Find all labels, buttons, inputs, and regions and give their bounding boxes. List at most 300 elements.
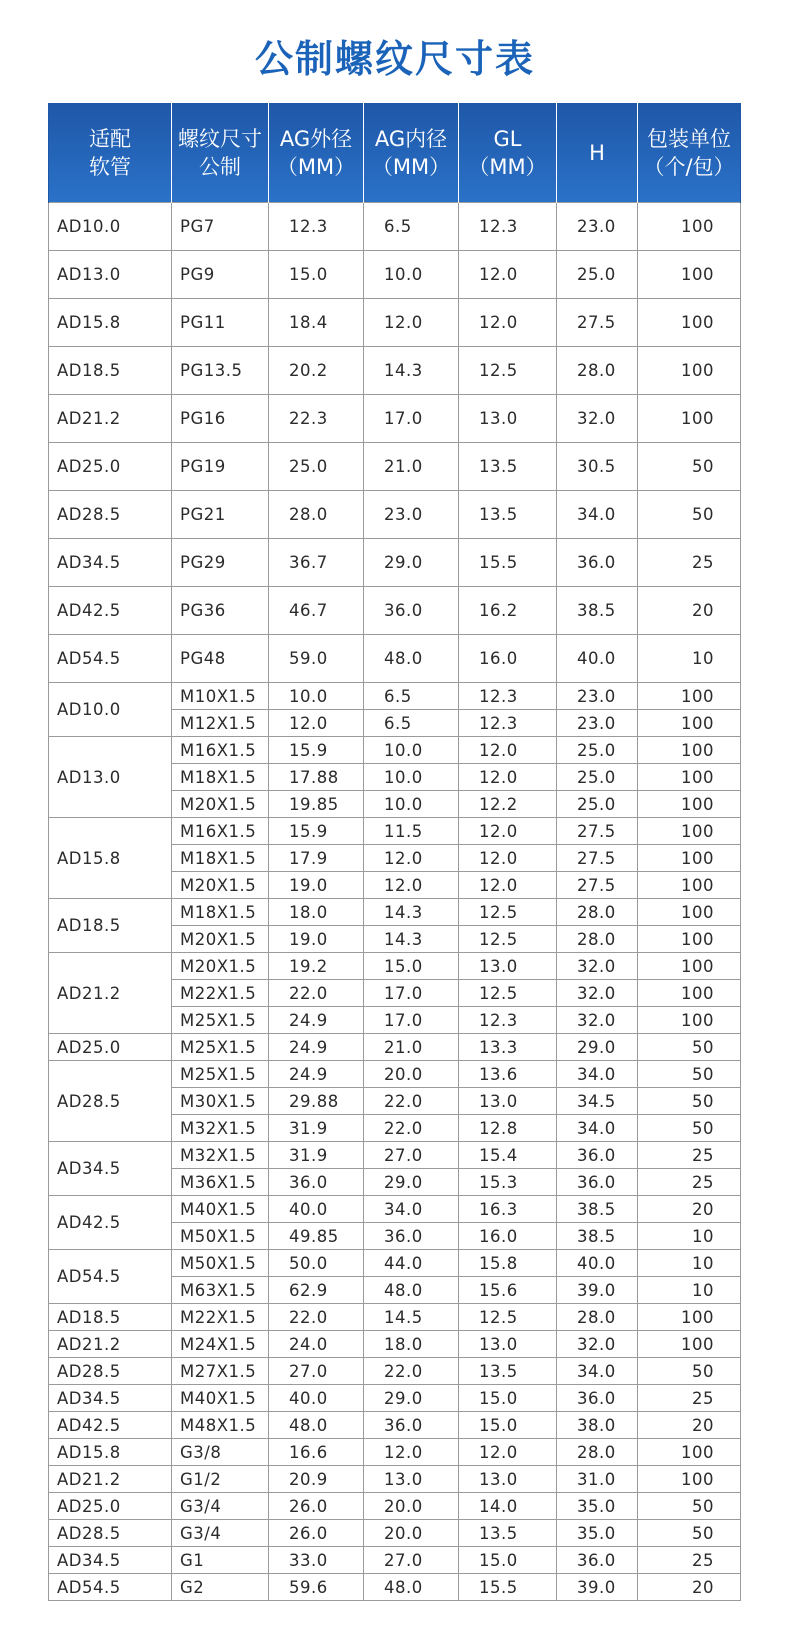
ag-inner-cell: 13.0 [364,1466,459,1493]
gl-cell: 13.6 [459,1061,557,1088]
ag-inner-cell: 17.0 [364,980,459,1007]
ag-inner-cell: 17.0 [364,1007,459,1034]
package-unit-cell: 100 [638,1304,741,1331]
thread-size-cell: M20X1.5 [172,791,269,818]
ag-inner-cell: 6.5 [364,203,459,251]
ag-outer-cell: 20.9 [269,1466,364,1493]
thread-size-cell: M18X1.5 [172,899,269,926]
h-cell: 32.0 [557,1331,638,1358]
ag-outer-cell: 19.85 [269,791,364,818]
header-row [49,103,741,203]
gl-cell: 16.2 [459,587,557,635]
table-row [49,899,741,926]
table-row [49,1574,741,1601]
ag-inner-cell: 21.0 [364,443,459,491]
h-cell: 35.0 [557,1493,638,1520]
ag-outer-cell: 31.9 [269,1115,364,1142]
package-unit-cell: 25 [638,1142,741,1169]
package-unit-cell: 20 [638,587,741,635]
gl-cell: 13.5 [459,1520,557,1547]
thread-size-cell: G3/4 [172,1493,269,1520]
h-cell: 28.0 [557,1304,638,1331]
package-unit-cell: 50 [638,1358,741,1385]
hose-cell: AD21.2 [49,395,172,443]
ag-outer-cell: 27.0 [269,1358,364,1385]
ag-outer-cell: 18.0 [269,899,364,926]
thread-size-cell: M30X1.5 [172,1088,269,1115]
header-label-line: 适配 [89,126,131,151]
package-unit-cell: 25 [638,539,741,587]
ag-outer-cell: 18.4 [269,299,364,347]
thread-size-cell: G3/4 [172,1520,269,1547]
h-cell: 34.0 [557,1358,638,1385]
h-cell: 32.0 [557,980,638,1007]
gl-cell: 15.0 [459,1412,557,1439]
h-cell: 28.0 [557,347,638,395]
thread-size-cell: G3/8 [172,1439,269,1466]
package-unit-cell: 100 [638,251,741,299]
hose-cell: AD54.5 [49,635,172,683]
gl-cell: 12.3 [459,203,557,251]
h-cell: 25.0 [557,737,638,764]
gl-cell: 12.5 [459,980,557,1007]
ag-inner-cell: 29.0 [364,1385,459,1412]
package-unit-cell: 25 [638,1547,741,1574]
table-header [49,103,741,203]
header-hose [49,103,172,203]
gl-cell: 12.5 [459,899,557,926]
gl-cell: 16.3 [459,1196,557,1223]
table-row [49,443,741,491]
package-unit-cell: 50 [638,1061,741,1088]
h-cell: 25.0 [557,764,638,791]
ag-inner-cell: 10.0 [364,251,459,299]
ag-outer-cell: 59.6 [269,1574,364,1601]
ag-inner-cell: 18.0 [364,1331,459,1358]
thread-size-cell: PG13.5 [172,347,269,395]
package-unit-cell: 100 [638,926,741,953]
hose-cell: AD28.5 [49,1520,172,1547]
package-unit-cell: 20 [638,1412,741,1439]
ag-inner-cell: 34.0 [364,1196,459,1223]
ag-outer-cell: 22.0 [269,980,364,1007]
hose-cell: AD34.5 [49,1142,172,1196]
package-unit-cell: 10 [638,1250,741,1277]
gl-cell: 13.5 [459,491,557,539]
package-unit-cell: 10 [638,635,741,683]
h-cell: 32.0 [557,1007,638,1034]
ag-inner-cell: 20.0 [364,1061,459,1088]
hose-cell: AD10.0 [49,683,172,737]
ag-outer-cell: 26.0 [269,1520,364,1547]
gl-cell: 12.5 [459,1304,557,1331]
ag-inner-cell: 22.0 [364,1358,459,1385]
gl-cell: 12.3 [459,710,557,737]
header-label-line: AG内径 [374,126,448,151]
gl-cell: 13.5 [459,1358,557,1385]
gl-cell: 13.0 [459,953,557,980]
h-cell: 38.5 [557,1196,638,1223]
ag-inner-cell: 22.0 [364,1115,459,1142]
thread-size-cell: M27X1.5 [172,1358,269,1385]
ag-inner-cell: 22.0 [364,1088,459,1115]
table-row [49,1412,741,1439]
hose-cell: AD18.5 [49,1304,172,1331]
h-cell: 39.0 [557,1574,638,1601]
h-cell: 30.5 [557,443,638,491]
table-row [49,1520,741,1547]
h-cell: 38.5 [557,1223,638,1250]
package-unit-cell: 25 [638,1169,741,1196]
thread-size-cell: PG36 [172,587,269,635]
package-unit-cell: 25 [638,1385,741,1412]
thread-size-cell: G1/2 [172,1466,269,1493]
h-cell: 38.0 [557,1412,638,1439]
ag-inner-cell: 12.0 [364,845,459,872]
hose-cell: AD54.5 [49,1250,172,1304]
gl-cell: 13.0 [459,1466,557,1493]
ag-outer-cell: 20.2 [269,347,364,395]
ag-outer-cell: 15.9 [269,737,364,764]
h-cell: 36.0 [557,1169,638,1196]
h-cell: 34.5 [557,1088,638,1115]
header-h [557,103,638,203]
package-unit-cell: 100 [638,872,741,899]
table-row [49,737,741,764]
ag-outer-cell: 49.85 [269,1223,364,1250]
header-ag-inner [364,103,459,203]
table-body [49,203,741,1601]
table-row [49,953,741,980]
ag-inner-cell: 12.0 [364,1439,459,1466]
table-row [49,203,741,251]
table-row [49,818,741,845]
h-cell: 34.0 [557,1061,638,1088]
thread-size-cell: PG9 [172,251,269,299]
thread-size-cell: M16X1.5 [172,737,269,764]
ag-outer-cell: 26.0 [269,1493,364,1520]
thread-size-cell: M12X1.5 [172,710,269,737]
hose-cell: AD34.5 [49,539,172,587]
table-row [49,1547,741,1574]
hose-cell: AD42.5 [49,1196,172,1250]
gl-cell: 12.5 [459,347,557,395]
ag-inner-cell: 48.0 [364,635,459,683]
thread-size-cell: M32X1.5 [172,1142,269,1169]
thread-size-cell: G1 [172,1547,269,1574]
thread-size-cell: M50X1.5 [172,1223,269,1250]
gl-cell: 15.4 [459,1142,557,1169]
gl-cell: 13.0 [459,395,557,443]
table-row [49,1034,741,1061]
ag-inner-cell: 23.0 [364,491,459,539]
ag-outer-cell: 31.9 [269,1142,364,1169]
ag-inner-cell: 17.0 [364,395,459,443]
h-cell: 29.0 [557,1034,638,1061]
gl-cell: 15.3 [459,1169,557,1196]
table-row [49,1439,741,1466]
table-row [49,1250,741,1277]
package-unit-cell: 100 [638,737,741,764]
h-cell: 34.0 [557,491,638,539]
hose-cell: AD15.8 [49,1439,172,1466]
table-row [49,491,741,539]
package-unit-cell: 100 [638,1439,741,1466]
ag-inner-cell: 10.0 [364,791,459,818]
ag-inner-cell: 27.0 [364,1142,459,1169]
ag-inner-cell: 10.0 [364,764,459,791]
thread-size-cell: M22X1.5 [172,980,269,1007]
table-row [49,395,741,443]
gl-cell: 13.5 [459,443,557,491]
thread-size-cell: M63X1.5 [172,1277,269,1304]
h-cell: 38.5 [557,587,638,635]
thread-size-cell: M32X1.5 [172,1115,269,1142]
hose-cell: AD42.5 [49,1412,172,1439]
ag-outer-cell: 24.9 [269,1034,364,1061]
table-row [49,251,741,299]
h-cell: 36.0 [557,1142,638,1169]
header-label-line: AG外径 [279,126,353,151]
package-unit-cell: 100 [638,953,741,980]
ag-outer-cell: 19.0 [269,872,364,899]
ag-inner-cell: 36.0 [364,587,459,635]
header-label-line: （个/包） [643,154,735,179]
hose-cell: AD15.8 [49,818,172,899]
ag-outer-cell: 15.0 [269,251,364,299]
hose-cell: AD21.2 [49,953,172,1034]
h-cell: 27.5 [557,872,638,899]
gl-cell: 12.3 [459,683,557,710]
gl-cell: 14.0 [459,1493,557,1520]
thread-size-cell: M20X1.5 [172,926,269,953]
thread-size-cell: M25X1.5 [172,1061,269,1088]
hose-cell: AD18.5 [49,899,172,953]
table-row [49,587,741,635]
thread-size-cell: PG29 [172,539,269,587]
package-unit-cell: 50 [638,1493,741,1520]
package-unit-cell: 100 [638,899,741,926]
ag-inner-cell: 14.5 [364,1304,459,1331]
hose-cell: AD28.5 [49,1061,172,1142]
header-label-line: （MM） [468,154,547,179]
ag-outer-cell: 22.0 [269,1304,364,1331]
ag-outer-cell: 36.0 [269,1169,364,1196]
ag-outer-cell: 19.0 [269,926,364,953]
thread-size-cell: M48X1.5 [172,1412,269,1439]
ag-inner-cell: 48.0 [364,1277,459,1304]
package-unit-cell: 100 [638,818,741,845]
ag-inner-cell: 29.0 [364,1169,459,1196]
gl-cell: 15.0 [459,1385,557,1412]
gl-cell: 16.0 [459,1223,557,1250]
thread-size-cell: M24X1.5 [172,1331,269,1358]
hose-cell: AD13.0 [49,737,172,818]
h-cell: 27.5 [557,845,638,872]
h-cell: 27.5 [557,818,638,845]
gl-cell: 13.0 [459,1331,557,1358]
table-row [49,683,741,710]
gl-cell: 15.6 [459,1277,557,1304]
hose-cell: AD10.0 [49,203,172,251]
hose-cell: AD25.0 [49,1034,172,1061]
h-cell: 28.0 [557,1439,638,1466]
ag-inner-cell: 20.0 [364,1493,459,1520]
ag-inner-cell: 10.0 [364,737,459,764]
package-unit-cell: 100 [638,845,741,872]
hose-cell: AD25.0 [49,1493,172,1520]
ag-outer-cell: 33.0 [269,1547,364,1574]
h-cell: 36.0 [557,539,638,587]
hose-cell: AD18.5 [49,347,172,395]
package-unit-cell: 100 [638,791,741,818]
hose-cell: AD21.2 [49,1331,172,1358]
gl-cell: 12.0 [459,845,557,872]
package-unit-cell: 100 [638,347,741,395]
package-unit-cell: 50 [638,443,741,491]
table-row [49,1142,741,1169]
gl-cell: 12.0 [459,251,557,299]
header-label-line: （MM） [371,154,451,179]
ag-outer-cell: 15.9 [269,818,364,845]
package-unit-cell: 50 [638,1034,741,1061]
ag-inner-cell: 12.0 [364,872,459,899]
package-unit-cell: 100 [638,710,741,737]
hose-cell: AD13.0 [49,251,172,299]
h-cell: 25.0 [557,791,638,818]
gl-cell: 12.3 [459,1007,557,1034]
header-gl [459,103,557,203]
ag-inner-cell: 14.3 [364,899,459,926]
table-row [49,1466,741,1493]
h-cell: 25.0 [557,251,638,299]
table-row [49,1385,741,1412]
thread-size-cell: M20X1.5 [172,953,269,980]
h-cell: 28.0 [557,899,638,926]
thread-size-cell: PG11 [172,299,269,347]
gl-cell: 12.0 [459,872,557,899]
package-unit-cell: 50 [638,1520,741,1547]
ag-inner-cell: 20.0 [364,1520,459,1547]
table-row [49,1061,741,1088]
gl-cell: 16.0 [459,635,557,683]
ag-inner-cell: 11.5 [364,818,459,845]
thread-size-cell: M50X1.5 [172,1250,269,1277]
ag-outer-cell: 40.0 [269,1196,364,1223]
thread-size-cell: M36X1.5 [172,1169,269,1196]
table-row [49,539,741,587]
table-row [49,299,741,347]
thread-size-cell: PG21 [172,491,269,539]
header-label-line: 螺纹尺寸 [178,126,262,151]
table-row [49,1331,741,1358]
ag-outer-cell: 36.7 [269,539,364,587]
package-unit-cell: 100 [638,299,741,347]
gl-cell: 12.8 [459,1115,557,1142]
ag-inner-cell: 36.0 [364,1412,459,1439]
header-label-line: H [589,140,605,165]
ag-inner-cell: 44.0 [364,1250,459,1277]
gl-cell: 12.5 [459,926,557,953]
ag-inner-cell: 14.3 [364,347,459,395]
thread-size-cell: M20X1.5 [172,872,269,899]
hose-cell: AD15.8 [49,299,172,347]
ag-outer-cell: 50.0 [269,1250,364,1277]
gl-cell: 15.8 [459,1250,557,1277]
package-unit-cell: 100 [638,683,741,710]
ag-inner-cell: 6.5 [364,683,459,710]
package-unit-cell: 20 [638,1196,741,1223]
table-row [49,635,741,683]
thread-size-cell: M25X1.5 [172,1034,269,1061]
header-label-line: 包装单位 [647,126,731,151]
ag-outer-cell: 48.0 [269,1412,364,1439]
gl-cell: 15.5 [459,1574,557,1601]
h-cell: 32.0 [557,395,638,443]
header-label-line: GL [493,126,522,151]
package-unit-cell: 50 [638,491,741,539]
thread-size-cell: M22X1.5 [172,1304,269,1331]
header-ag-outer [269,103,364,203]
ag-inner-cell: 15.0 [364,953,459,980]
h-cell: 28.0 [557,926,638,953]
table-row [49,1304,741,1331]
h-cell: 31.0 [557,1466,638,1493]
hose-cell: AD25.0 [49,443,172,491]
h-cell: 35.0 [557,1520,638,1547]
thread-size-cell: M10X1.5 [172,683,269,710]
h-cell: 36.0 [557,1385,638,1412]
ag-outer-cell: 22.3 [269,395,364,443]
h-cell: 34.0 [557,1115,638,1142]
gl-cell: 13.3 [459,1034,557,1061]
ag-outer-cell: 19.2 [269,953,364,980]
ag-outer-cell: 40.0 [269,1385,364,1412]
ag-outer-cell: 46.7 [269,587,364,635]
thread-size-cell: PG19 [172,443,269,491]
hose-cell: AD28.5 [49,491,172,539]
ag-outer-cell: 29.88 [269,1088,364,1115]
header-thread-size [172,103,269,203]
hose-cell: AD34.5 [49,1547,172,1574]
ag-outer-cell: 16.6 [269,1439,364,1466]
package-unit-cell: 100 [638,395,741,443]
thread-size-cell: PG48 [172,635,269,683]
ag-inner-cell: 14.3 [364,926,459,953]
h-cell: 27.5 [557,299,638,347]
gl-cell: 12.0 [459,818,557,845]
package-unit-cell: 10 [638,1223,741,1250]
h-cell: 39.0 [557,1277,638,1304]
package-unit-cell: 100 [638,1007,741,1034]
ag-outer-cell: 25.0 [269,443,364,491]
h-cell: 36.0 [557,1547,638,1574]
package-unit-cell: 100 [638,1466,741,1493]
package-unit-cell: 10 [638,1277,741,1304]
ag-inner-cell: 27.0 [364,1547,459,1574]
thread-size-cell: M40X1.5 [172,1385,269,1412]
h-cell: 23.0 [557,683,638,710]
h-cell: 40.0 [557,635,638,683]
thread-size-table [48,103,741,1601]
header-label-line: 软管 [89,154,131,179]
gl-cell: 13.0 [459,1088,557,1115]
thread-size-cell: M18X1.5 [172,764,269,791]
gl-cell: 12.0 [459,1439,557,1466]
ag-outer-cell: 12.0 [269,710,364,737]
page-title: 公制螺纹尺寸表 [254,37,535,81]
gl-cell: 12.0 [459,737,557,764]
